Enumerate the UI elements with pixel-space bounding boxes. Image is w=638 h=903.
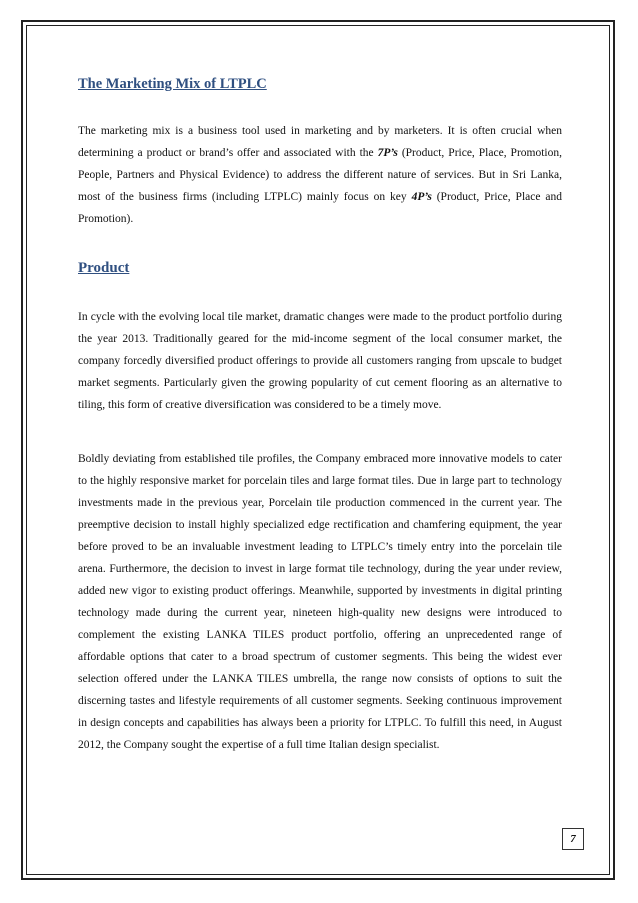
intro-text-1: The marketing mix is a business tool used in marketing and by marketers. It is often crucial when determining a product or brand’s offer and associated with the: [78, 125, 562, 159]
product-heading: Product: [78, 260, 130, 276]
product-paragraph-2: Boldly deviating from established tile profiles, the Company embraced more innovative models to cater to the highly responsive market for porcelain tiles and large format tiles. Due in large part to technology investments made in the previous year, Porcelain tile production commenced in the current year. The preemptive decision to install highly specialized edge rectification and chamfering equipment, the year before proved to be an invaluable investment leading to LTPLC’s timely entry into the porcelain tile arena. Furthermore, the decision to invest in large format tile technology, during the year under review, added new vigor to existing product offerings. Meanwhile, supported by investments in digital printing technology made during the current year, nineteen high-quality new designs were introduced to complement the existing LANKA TILES product portfolio, offering an unprecedented range of affordable options that cater to a broad spectrum of customer segments. This being the widest ever selection offered under the LANKA TILES umbrella, the range now consists of options to suit the discerning tastes and lifestyle requirements of all customer segments. Seeking continuous improvement in design concepts and capabilities has always been a priority for LTPLC. To fulfill this need, in August 2012, the Company sought the expertise of a full time Italian design specialist.: [78, 453, 562, 751]
term-4ps: 4P’s: [411, 191, 432, 203]
intro-text-2: (Product, Price, Place, Promotion, People, Partners and Physical Evidence) to address the different nature of services. But in Sri Lanka, most of the business firms (including LTPLC) mainly focus on key: [78, 147, 562, 203]
product-paragraph-1: In cycle with the evolving local tile market, dramatic changes were made to the product portfolio during the year 2013. Traditionally geared for the mid-income segment of the local consumer market, the company forcedly diversified product offerings to provide all customers ranging from upscale to budget market segments. Particularly given the growing popularity of cut cement flooring as an alternative to tiling, this form of creative diversification was considered to be a timely move.: [78, 311, 562, 411]
term-7ps: 7P’s: [377, 147, 398, 159]
intro-text-3: (Product, Price, Place and Promotion).: [78, 191, 562, 225]
intro-paragraph: [78, 120, 562, 230]
page-number: 7: [562, 828, 584, 850]
section-title: The Marketing Mix of LTPLC: [78, 76, 267, 92]
